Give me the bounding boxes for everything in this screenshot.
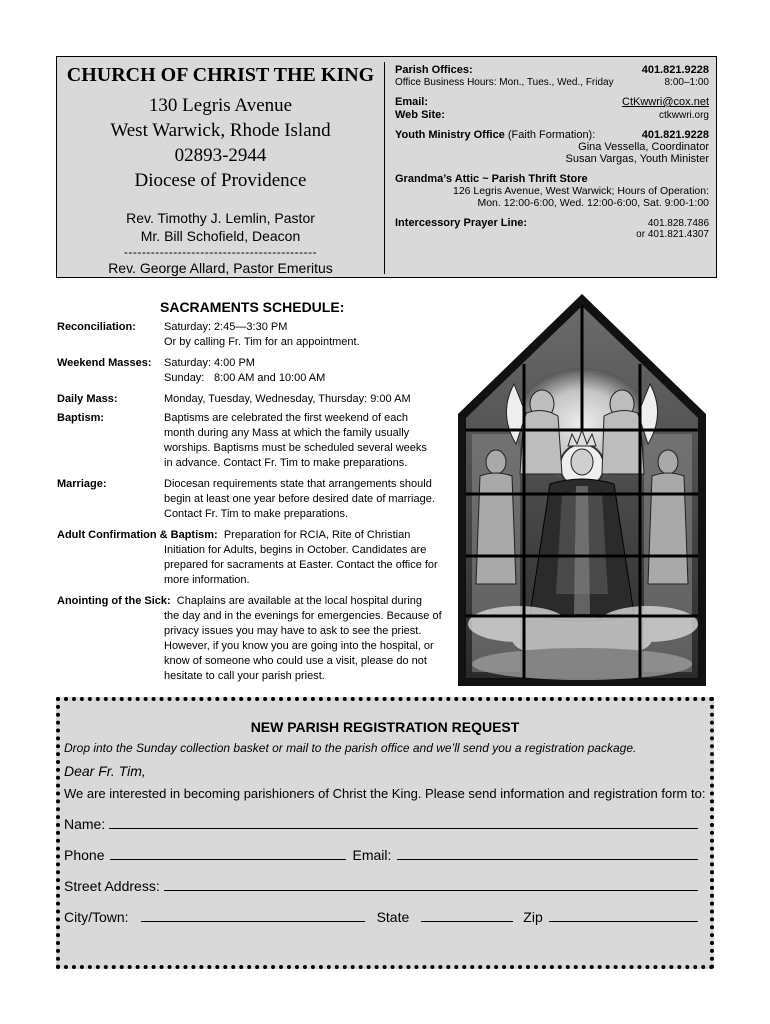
zip-field[interactable] <box>549 907 698 922</box>
stained-glass-window-image <box>458 294 706 686</box>
anointing-text: the day and in the evenings for emergencies. Because of privacy issues you may have to ask to see the priest. However, if you know you are going into the hospital, or know of someone who could use a visit, please do not hesitate to call your parish priest. <box>164 610 442 682</box>
marriage-text: Diocesan requirements state that arrangements should begin at least one year before desired date of marriage. Contact Fr. Tim to make preparations. <box>164 478 435 520</box>
adult-confirmation-text: Initiation for Adults, begins in October. Candidates are prepared for sacraments at Easter. Contact the office for more information. <box>164 544 438 586</box>
address-line-1: 130 Legris Avenue <box>148 95 293 116</box>
anointing-label: Anointing of the Sick: <box>57 595 171 607</box>
website-link[interactable]: ctkwwri.org <box>658 110 709 121</box>
email-field[interactable] <box>397 845 698 860</box>
weekend-sunday-time: 8:00 AM and 10:00 AM <box>214 372 326 384</box>
phone-label: Phone <box>64 847 105 863</box>
reconciliation-note: Or by calling Fr. Tim for an appointment. <box>164 336 360 348</box>
adult-confirmation-text-first: Preparation for RCIA, Rite of Christian <box>223 529 411 541</box>
address-line-3: 02893-2944 <box>174 145 267 166</box>
thrift-store-hours: Mon. 12:00-6:00, Wed. 12:00-6:00, Sat. 9:00-1:00 <box>477 197 709 209</box>
street-field[interactable] <box>164 876 698 891</box>
prayer-line-phone-2: or 401.821.4307 <box>636 229 709 240</box>
phone-field[interactable] <box>110 845 346 860</box>
weekend-masses-label: Weekend Masses: <box>57 357 152 369</box>
baptism-item <box>57 411 442 471</box>
marriage-item <box>57 477 442 522</box>
youth-office-label: Youth Ministry Office <box>395 129 505 141</box>
name-row <box>64 814 710 832</box>
pastor: Rev. Timothy J. Lemlin, Pastor <box>126 210 315 226</box>
baptism-label: Baptism: <box>57 412 105 424</box>
registration-salutation: Dear Fr. Tim, <box>64 763 146 779</box>
adult-confirmation-item <box>57 528 442 588</box>
registration-instructions: Drop into the Sunday collection basket or mail to the parish office and we’ll send you a registration package. <box>64 741 637 755</box>
pastor-emeritus: Rev. George Allard, Pastor Emeritus <box>108 260 333 276</box>
registration-body: We are interested in becoming parishioners of Christ the King. Please send information and registration form to: <box>64 786 706 801</box>
website-label: Web Site: <box>395 109 445 121</box>
deacon: Mr. Bill Schofield, Deacon <box>140 228 301 244</box>
parish-offices-phone: 401.821.9228 <box>641 64 709 76</box>
office-hours-time: 8:00–1:00 <box>664 77 709 88</box>
youth-office-label-rest: (Faith Formation): <box>504 129 596 141</box>
reconciliation-time: 2:45—3:30 PM <box>214 321 288 333</box>
zip-label: Zip <box>523 909 543 925</box>
prayer-line-phone-1: 401.828.7486 <box>647 218 709 229</box>
name-field[interactable] <box>109 814 698 829</box>
city-row <box>64 907 710 925</box>
diocese: Diocese of Providence <box>134 170 307 191</box>
street-label: Street Address: <box>64 878 160 894</box>
email-field-label: Email: <box>352 847 392 863</box>
thrift-store-address: 126 Legris Avenue, West Warwick; Hours of Operation: <box>452 185 709 197</box>
daily-mass-label: Daily Mass: <box>57 393 118 405</box>
youth-minister: Susan Vargas, Youth Minister <box>565 153 709 165</box>
name-label: Name: <box>64 816 106 832</box>
daily-mass-item <box>57 392 442 407</box>
state-label: State <box>376 909 410 925</box>
adult-confirmation-label: Adult Confirmation & Baptism: <box>57 529 218 541</box>
address-line-2: West Warwick, Rhode Island <box>110 120 331 141</box>
reconciliation-item <box>57 320 442 350</box>
sacraments-title: SACRAMENTS SCHEDULE: <box>160 299 345 315</box>
thrift-store-label: Grandma’s Attic ~ Parish Thrift Store <box>395 173 588 185</box>
registration-title: NEW PARISH REGISTRATION REQUEST <box>250 719 520 735</box>
anointing-item <box>57 594 442 684</box>
separator-dashes: ------------------------------------------- <box>123 245 318 259</box>
sacraments-schedule <box>57 320 442 684</box>
email-label: Email: <box>395 96 429 108</box>
church-info <box>58 62 383 277</box>
youth-office-phone: 401.821.9228 <box>641 129 709 141</box>
daily-mass-text: Monday, Tuesday, Wednesday, Thursday: 9:00 AM <box>164 393 411 405</box>
marriage-label: Marriage: <box>57 478 107 490</box>
parish-offices-label: Parish Offices: <box>395 64 473 76</box>
weekend-masses-item <box>57 356 442 386</box>
city-field[interactable] <box>141 907 365 922</box>
registration-form <box>56 697 714 969</box>
office-hours-label: Office Business Hours: Mon., Tues., Wed., Friday <box>395 77 614 88</box>
contact-info <box>395 62 709 240</box>
prayer-line-label: Intercessory Prayer Line: <box>395 217 528 229</box>
phone-email-row <box>64 845 710 863</box>
baptism-text: Baptisms are celebrated the first weekend of each month during any Mass at which the family usually worships. Baptisms must be scheduled several weeks in advance. Contact Fr. Tim to make preparations. <box>164 412 427 469</box>
city-label: City/Town: <box>64 909 129 925</box>
weekend-saturday-time: 4:00 PM <box>214 357 255 369</box>
reconciliation-label: Reconciliation: <box>57 321 136 333</box>
youth-coordinator: Gina Vessella, Coordinator <box>578 141 709 153</box>
email-link[interactable]: CtKwwri@cox.net <box>622 96 709 108</box>
reconciliation-day: Saturday: <box>164 321 212 333</box>
header-divider <box>384 62 385 274</box>
anointing-text-first: Chaplains are available at the local hospital during <box>176 595 423 607</box>
weekend-saturday: Saturday: <box>164 357 212 369</box>
church-name: CHURCH OF CHRIST THE KING <box>66 64 375 86</box>
street-row <box>64 876 710 894</box>
state-field[interactable] <box>421 907 513 922</box>
weekend-sunday: Sunday: <box>164 372 205 384</box>
